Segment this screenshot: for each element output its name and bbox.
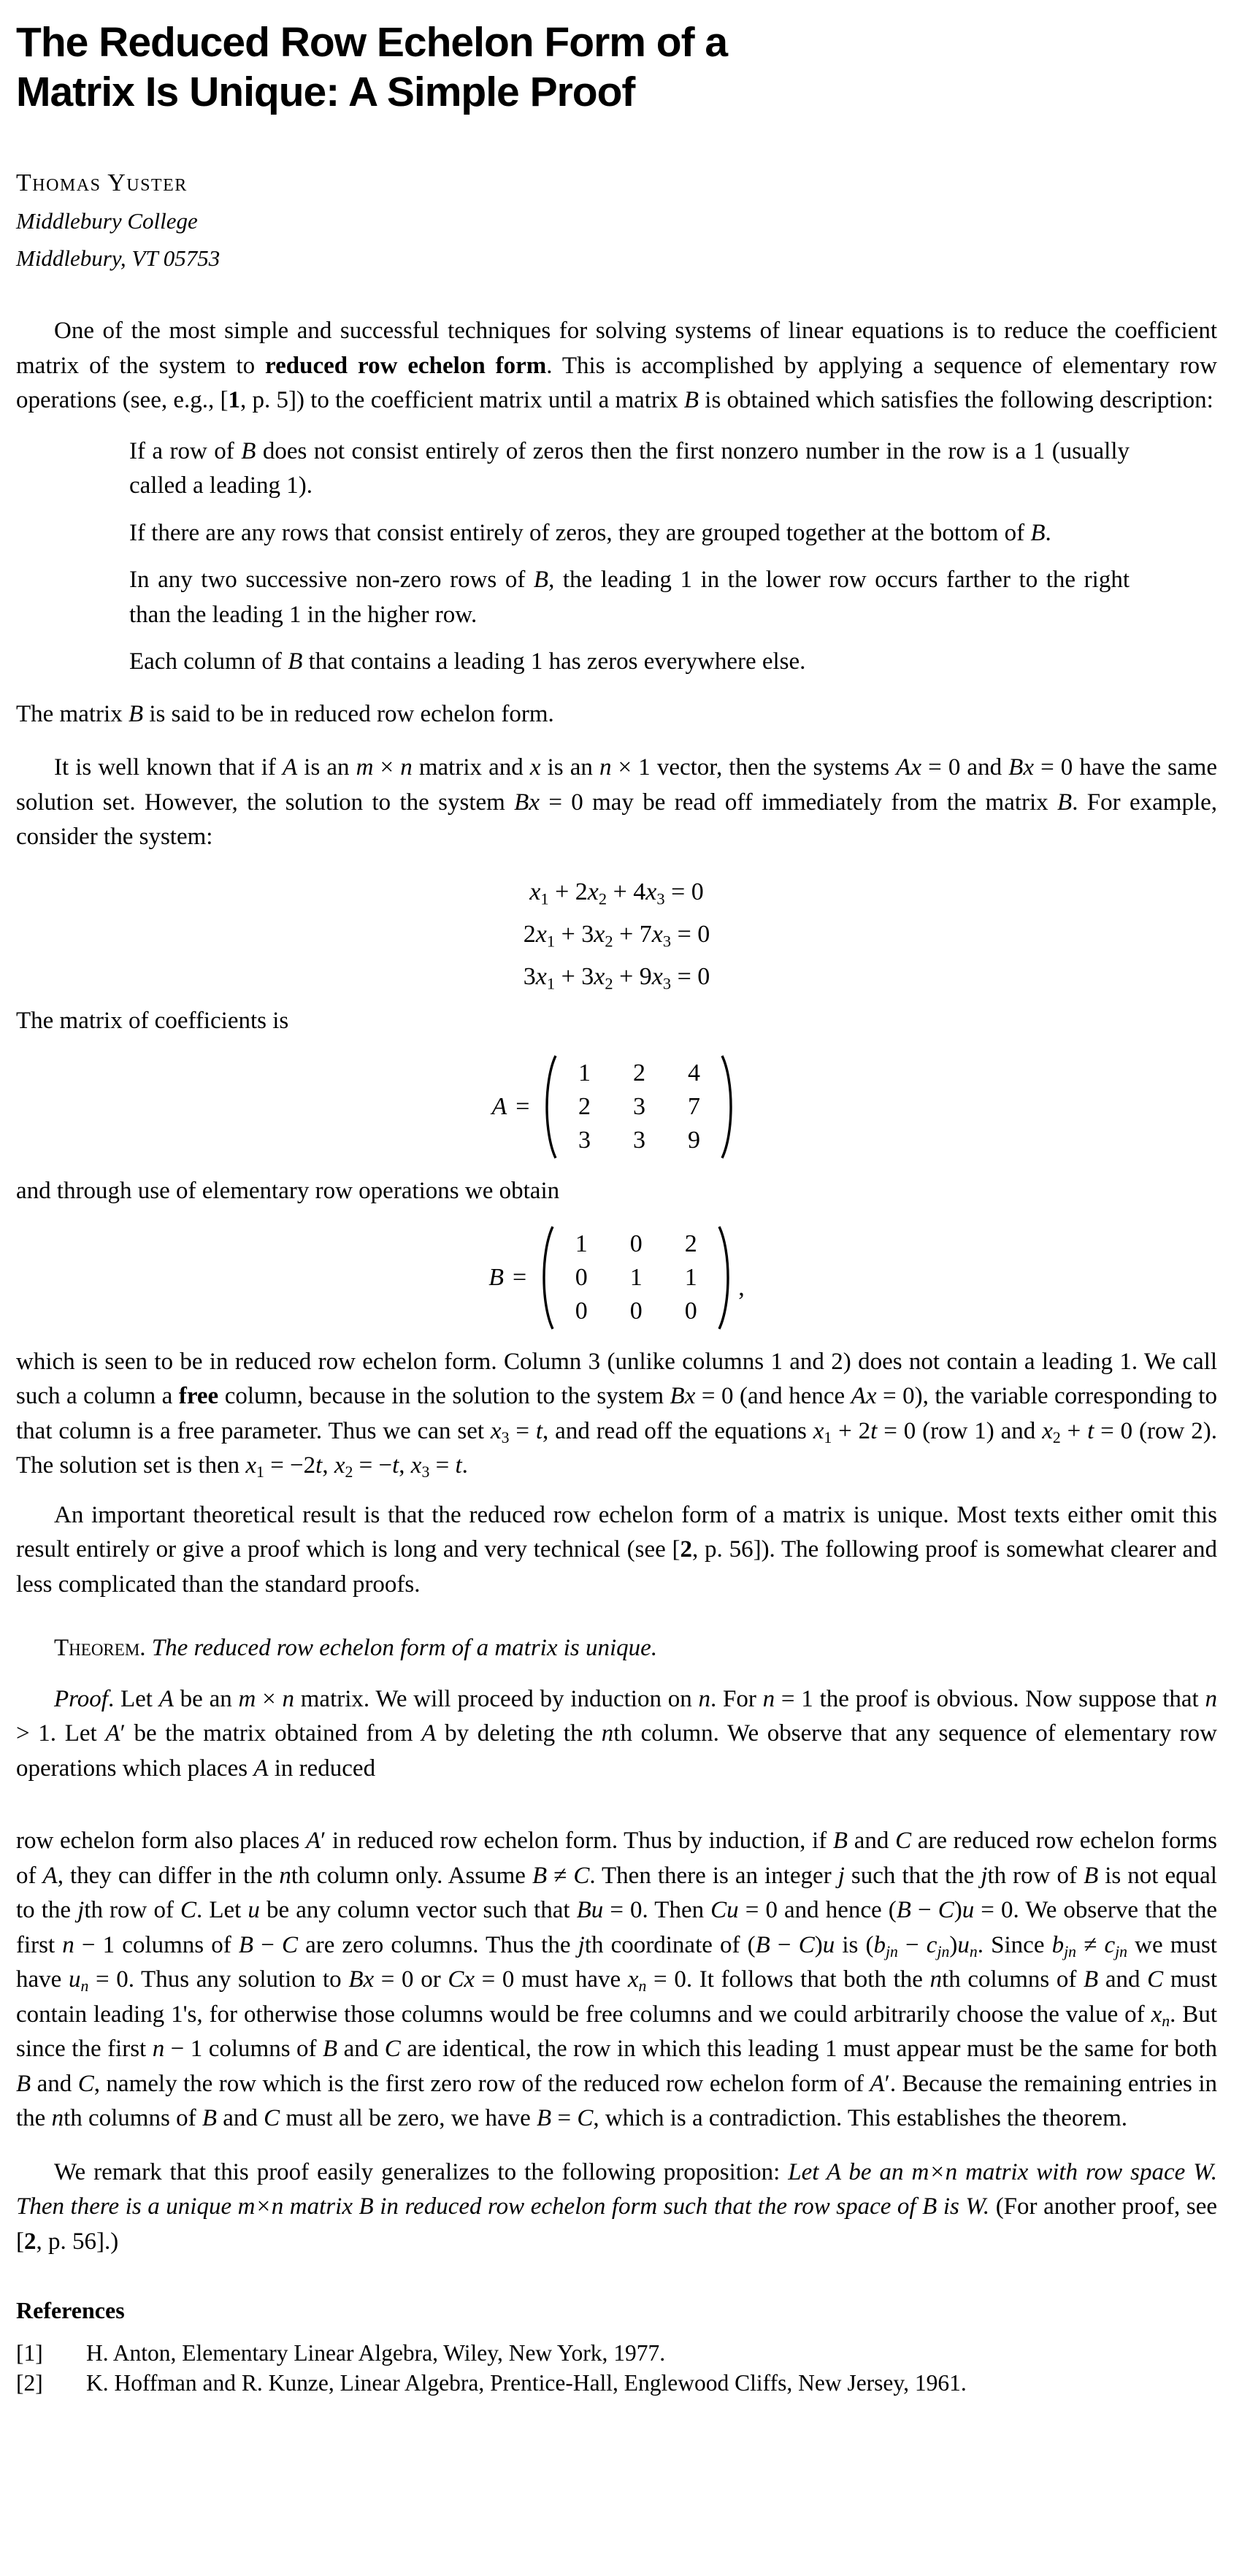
after-conditions-paragraph: The matrix B is said to be in reduced row echelon form.	[16, 700, 554, 727]
important-result-paragraph: An important theoretical result is that the reduced row echelon form of a matrix is unique. Most texts either omit this result entirely or give a proof which is long and very technical (see [2, p. 56]). The following proof is somewhat clearer and less complicated than the standard proofs.	[16, 1501, 1217, 1598]
title-block	[16, 18, 1217, 272]
reference-number: [1]	[16, 2340, 43, 2366]
well-known-paragraph: It is well known that if A is an m × n matrix and x is an n × 1 vector, then the systems Ax = 0 and Bx = 0 have the same solution set. However, the solution to the system Bx = 0 may be read off immediately from the matrix B. For example, consider the system:	[16, 754, 1218, 850]
left-paren-glyph	[537, 1224, 556, 1332]
matrix-a-entries	[561, 1057, 716, 1157]
matrix-cell: 0	[575, 1263, 588, 1291]
author-block	[16, 169, 1217, 272]
reference-item	[16, 2368, 1217, 2398]
matrix-b-trailing: ,	[738, 1273, 745, 1301]
reference-item	[16, 2338, 1217, 2368]
matrix-cell: 1	[629, 1263, 643, 1291]
matrix-b-label: B	[488, 1263, 505, 1291]
condition-item: In any two successive non-zero rows of B, the leading 1 in the lower row occurs farther to the right than the leading 1 in the higher row.	[129, 567, 1130, 628]
matrix-cell: 2	[684, 1230, 697, 1257]
matrix-cell: 0	[629, 1297, 643, 1325]
matrix-cell: 9	[687, 1127, 700, 1154]
title-line-2: Matrix Is Unique: A Simple Proof	[16, 69, 635, 115]
reference-list	[16, 2338, 1217, 2398]
condition-item: If a row of B does not consist entirely of zeros then the first nonzero number in the row is a 1 (usually called a leading 1).	[129, 437, 1130, 499]
author-affiliation: Middlebury College	[16, 208, 198, 234]
theorem-statement	[16, 1631, 1217, 1666]
matrix-cell: 1	[684, 1263, 697, 1291]
article-title	[16, 18, 1217, 117]
coefficients-intro: The matrix of coefficients is	[16, 1007, 289, 1034]
proof-paragraph-2: row echelon form also places A′ in reduced row echelon form. Thus by induction, if B and C are reduced row echelon forms of A, they can differ in the nth column only. Assume B ≠ C. Then there is an integer j such that the jth row of B is not equal to the jth row of C. Let u be any column vector such that Bu = 0. Then Cu = 0 and hence (B − C)u = 0. We observe that the first n − 1 columns of B − C are zero columns. Thus the jth coordinate of (B − C)u is $(b_{jn} - c_{jn})u_n$. Since $b_{jn} \ne c_{jn}$ we must have $u_n = 0$. Thus any solution to Bx = 0 or Cx = 0 must have $x_n = 0$. It follows that both the nth columns of B and C must contain leading 1's, for otherwise those columns would be free columns and we could arbitrarily choose the value of $x_n$. But since the first n − 1 columns of B and C are identical, the row in which this leading 1 must appear must be the same for both B and C, namely the row which is the first zero row of the reduced row echelon form of A′. Because the remaining entries in the nth columns of B and C must all be zero, we have B = C, which is a contradiction. This establishes the theorem.	[16, 1828, 1218, 2131]
equals-sign: =	[513, 1263, 527, 1291]
intro-paragraph: One of the most simple and successful techniques for solving systems of linear equations is to reduce the coefficient matrix of the system to reduced row echelon form. This is accomplished by applying a sequence of elementary row operations (see, e.g., [1, p. 5]) to the coefficient matrix until a matrix B is obtained which satisfies the following description:	[16, 318, 1217, 413]
condition-item: If there are any rows that consist entirely of zeros, they are grouped together at the bottom of B.	[129, 519, 1051, 546]
references-heading: References	[16, 2297, 125, 2323]
author-name: Thomas Yuster	[16, 169, 188, 196]
equation-line-1: $x_1 + 2x_2 + 4x_3 = 0$	[529, 878, 704, 908]
matrix-cell: 1	[575, 1230, 588, 1257]
equation-line-3: $3x_1 + 3x_2 + 9x_3 = 0$	[523, 962, 710, 992]
equation-line-2: $2x_1 + 3x_2 + 7x_3 = 0$	[523, 920, 710, 950]
proof-paragraph-1: Proof. Let A be an m × n matrix. We will proceed by induction on n. For n = 1 the proof is obvious. Now suppose that n > 1. Let A′ be the matrix obtained from A by deleting the nth column. We observe that any sequence of elementary row operations which places A in reduced	[16, 1685, 1217, 1782]
right-paren-glyph	[716, 1224, 735, 1332]
reference-text: K. Hoffman and R. Kunze, Linear Algebra, Prentice-Hall, Englewood Cliffs, New Jersey, 1961.	[86, 2370, 967, 2396]
title-line-1: The Reduced Row Echelon Form of a	[16, 19, 728, 66]
matrix-cell: 7	[687, 1093, 700, 1120]
matrix-cell: 3	[632, 1093, 645, 1120]
reference-text: H. Anton, Elementary Linear Algebra, Wiley, New York, 1977.	[86, 2340, 666, 2366]
matrix-a-label: A	[491, 1093, 507, 1120]
theorem-label: Theorem.	[54, 1635, 146, 1661]
matrix-cell: 2	[578, 1093, 591, 1120]
matrix-cell: 0	[629, 1230, 643, 1257]
obtain-line: and through use of elementary row operations we obtain	[16, 1178, 560, 1204]
matrix-b-display	[16, 1224, 1217, 1332]
references-section	[16, 2296, 1217, 2398]
free-column-paragraph: which is seen to be in reduced row echelon form. Column 3 (unlike columns 1 and 2) does not contain a leading 1. We call such a column a free column, because in the solution to the system Bx = 0 (and hence Ax = 0), the variable corresponding to that column is a free parameter. Thus we can set $x_3 = t$, and read off the equations $x_1 + 2t = 0$ (row 1) and $x_2 + t = 0$ (row 2). The solution set is then $x_1 = -2t$, $x_2 = -t$, $x_3 = t$.	[16, 1348, 1217, 1481]
reference-number: [2]	[16, 2370, 43, 2396]
matrix-cell: 3	[632, 1127, 645, 1154]
matrix-cell: 3	[578, 1127, 591, 1154]
matrix-b-entries	[559, 1227, 713, 1328]
right-paren-glyph	[719, 1053, 738, 1161]
matrix-cell: 1	[578, 1059, 591, 1086]
matrix-cell: 4	[687, 1059, 700, 1086]
matrix-cell: 0	[575, 1297, 588, 1325]
remark-paragraph: We remark that this proof easily generalizes to the following proposition: Let A be an m×n matrix with row space W. Then there is a unique m×n matrix B in reduced row echelon form such that the row space of B is W. (For another proof, see [2, p. 56].)	[16, 2158, 1217, 2255]
article-body	[16, 314, 1217, 2398]
equals-sign: =	[515, 1093, 530, 1120]
equation-system	[16, 871, 1217, 998]
theorem-text: The reduced row echelon form of a matrix is unique.	[151, 1635, 658, 1661]
left-paren-glyph	[540, 1053, 559, 1161]
condition-item: Each column of B that contains a leading 1 has zeros everywhere else.	[129, 648, 806, 675]
matrix-cell: 0	[684, 1297, 697, 1325]
echelon-conditions-list	[129, 434, 1130, 680]
matrix-a-display	[16, 1053, 1217, 1161]
author-address: Middlebury, VT 05753	[16, 245, 221, 271]
matrix-cell: 2	[632, 1059, 645, 1086]
